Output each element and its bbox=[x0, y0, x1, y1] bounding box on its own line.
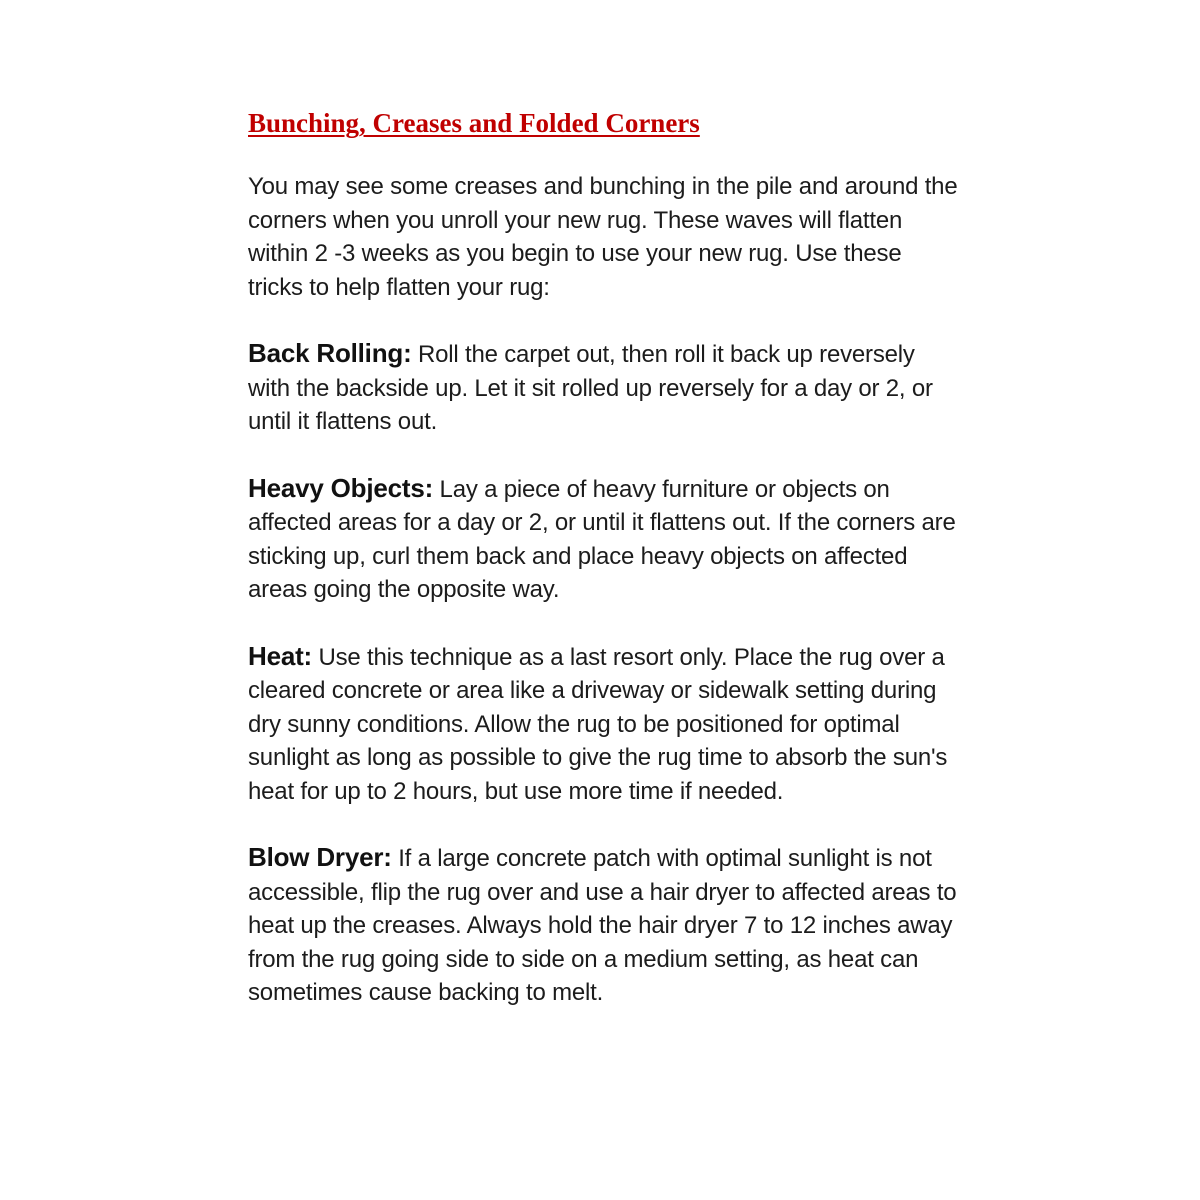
paragraph-back-rolling-label: Back Rolling: bbox=[248, 338, 412, 368]
paragraph-heavy-objects bbox=[248, 472, 962, 607]
paragraph-blow-dryer-text: If a large concrete patch with optimal sunlight is not accessible, flip the rug over and use a hair dryer to affected areas to heat up the creases. Always hold the hair dryer 7 to 12 inches away from the rug going side to side on a medium setting, as heat can sometimes cause backing to melt. bbox=[248, 845, 957, 1006]
paragraph-back-rolling-text: Roll the carpet out, then roll it back up reversely with the backside up. Let it sit rolled up reversely for a day or 2, or until it flattens out. bbox=[248, 341, 933, 435]
paragraph-heavy-objects-text: Lay a piece of heavy furniture or objects on affected areas for a day or 2, or until it flattens out. If the corners are sticking up, curl them back and place heavy objects on affected areas going the opposite way. bbox=[248, 475, 956, 603]
paragraph-intro bbox=[248, 170, 962, 304]
paragraph-heat bbox=[248, 640, 962, 809]
paragraph-back-rolling bbox=[248, 337, 962, 439]
paragraph-heat-text: Use this technique as a last resort only. Place the rug over a cleared concrete or area like a driveway or sidewalk setting during dry sunny conditions. Allow the rug to be positioned for optimal sunlight as long as possible to give the rug time to absorb the sun's heat for up to 2 hours, but use more time if needed. bbox=[248, 643, 948, 805]
paragraph-heat-label: Heat: bbox=[248, 640, 313, 671]
document-content bbox=[248, 106, 962, 1043]
paragraph-blow-dryer bbox=[248, 841, 962, 1010]
paragraph-heavy-objects-label: Heavy Objects: bbox=[248, 472, 434, 503]
paragraph-blow-dryer-label: Blow Dryer: bbox=[248, 842, 392, 872]
section-heading: Bunching, Creases and Folded Corners bbox=[248, 108, 700, 138]
paragraph-intro-text: You may see some creases and bunching in the pile and around the corners when you unroll your new rug. These waves will flatten within 2 -3 weeks as you begin to use your new rug. Use these tricks to help flatten your rug: bbox=[248, 173, 958, 301]
